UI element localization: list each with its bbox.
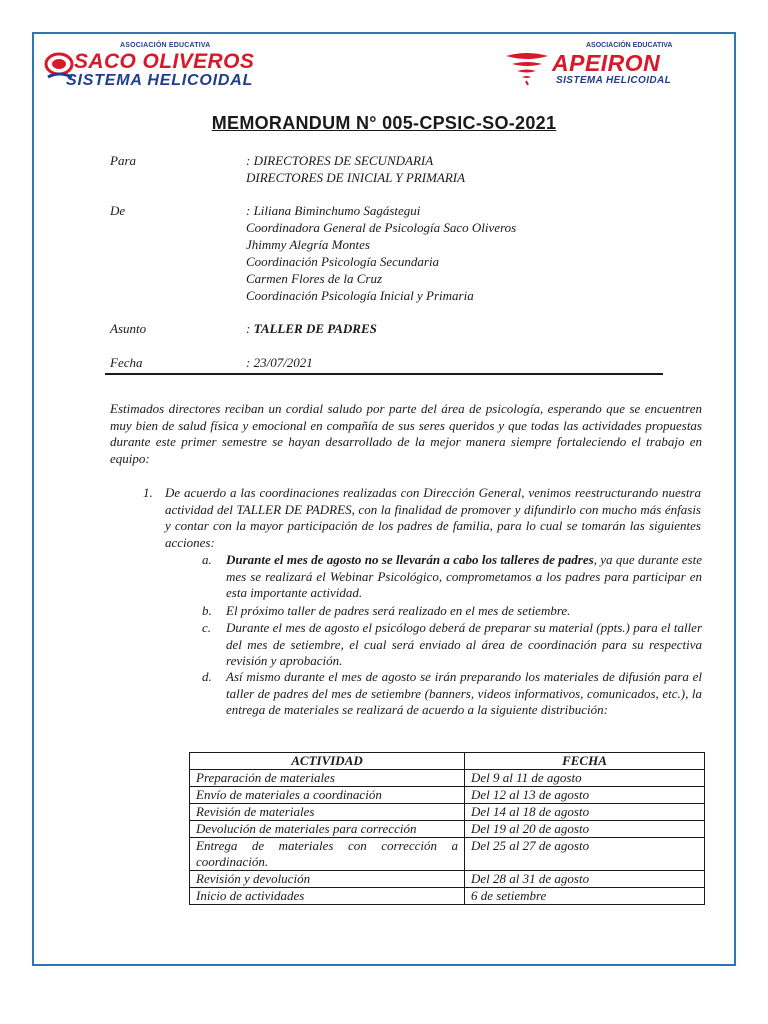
activity-cell: Preparación de materiales — [190, 770, 465, 787]
logo-left-assoc: ASOCIACIÓN EDUCATIVA — [120, 42, 211, 49]
table-row — [190, 821, 705, 838]
item-1-number: 1. — [143, 485, 153, 500]
sub-d-text: Así mismo durante el mes de agosto se irán preparando los materiales de difusión para el taller de padres del mes de setiembre (banners, videos informativos, comunicados, etc.), la entrega de materiales se realizará de acuerdo a la siguiente distribución: — [226, 669, 702, 717]
de-line-4: Coordinación Psicología Secundaria — [246, 254, 440, 269]
table-row — [190, 804, 705, 821]
sub-c-letter: c. — [202, 620, 212, 635]
sub-a-rest: , ya que durante este mes se realizará el Webinar Psicológico, comprometamos a los padres para participar en esta importante actividad. — [226, 552, 702, 600]
logo-right-assoc: ASOCIACIÓN EDUCATIVA — [586, 42, 673, 49]
activity-cell: Entrega de materiales con corrección a coordinación. — [190, 838, 465, 871]
header-actividad: ACTIVIDAD — [190, 753, 465, 770]
date-cell: Del 14 al 18 de agosto — [465, 804, 705, 821]
logo-right-brand: APEIRON — [552, 50, 661, 76]
date-cell: Del 12 al 13 de agosto — [465, 787, 705, 804]
de-line-3: Jhimmy Alegría Montes — [246, 237, 370, 252]
table-row — [190, 838, 705, 871]
de-label: De — [110, 203, 126, 218]
activity-cell: Envío de materiales a coordinación — [190, 787, 465, 804]
logo-left-sub: SISTEMA HELICOIDAL — [66, 72, 254, 89]
asunto-label: Asunto — [110, 321, 147, 336]
header-divider — [105, 373, 663, 375]
sub-d-letter: d. — [202, 669, 212, 684]
de-line-1: : Liliana Biminchumo Sagástegui — [246, 203, 421, 218]
date-cell: Del 25 al 27 de agosto — [465, 838, 705, 871]
table-header-row — [190, 753, 705, 770]
asunto-value — [246, 320, 377, 337]
sub-b-text: El próximo taller de padres será realizado en el mes de setiembre. — [226, 603, 571, 618]
memorandum-title: MEMORANDUM N° 005-CPSIC-SO-2021 — [211, 113, 557, 133]
distribution-table — [189, 752, 705, 905]
sub-a-letter: a. — [202, 552, 212, 567]
date-cell: Del 9 al 11 de agosto — [465, 770, 705, 787]
date-cell: Del 28 al 31 de agosto — [465, 871, 705, 888]
saco-oliveros-logo — [42, 42, 272, 92]
table-row — [190, 888, 705, 905]
table-row — [190, 770, 705, 787]
asunto-subject: TALLER DE PADRES — [253, 321, 377, 336]
logo-right-sub: SISTEMA HELICOIDAL — [556, 75, 672, 86]
sub-c-text: Durante el mes de agosto el psicólogo deberá de preparar su material (ppts.) para el taller del mes de setiembre, el cual será enviado al área de coordinación para su respectiva revisión y aprobación. — [226, 620, 702, 668]
table-row — [190, 787, 705, 804]
date-cell: 6 de setiembre — [465, 888, 705, 905]
table-row — [190, 871, 705, 888]
asunto-prefix: : — [246, 321, 254, 336]
activity-cell: Devolución de materiales para corrección — [190, 821, 465, 838]
intro-paragraph: Estimados directores reciban un cordial saludo por parte del área de psicología, esperando que se encuentren muy bien de salud física y emocional en compañía de sus seres queridos y que todas las actividades propuestas durante este primer semestre se hayan desarrollado de la mejor manera siempre fortaleciendo el trabajo en equipo: — [110, 401, 702, 466]
activity-cell: Inicio de actividades — [190, 888, 465, 905]
fecha-value: : 23/07/2021 — [246, 355, 313, 370]
de-line-2: Coordinadora General de Psicología Saco Oliveros — [246, 220, 517, 235]
activity-cell: Revisión de materiales — [190, 804, 465, 821]
item-1-text: De acuerdo a las coordinaciones realizadas con Dirección General, venimos reestructurando nuestra actividad del TALLER DE PADRES, con la finalidad de promover y difundirlo con mucho más énfasis y contar con la mayor participación de los padres de familia, para lo cual se tomarán las siguientes acciones: — [165, 485, 701, 550]
sub-b-letter: b. — [202, 603, 212, 618]
sub-a-bold: Durante el mes de agosto no se llevarán a cabo los talleres de padres — [226, 552, 594, 567]
para-label: Para — [110, 153, 136, 168]
fecha-label: Fecha — [110, 355, 143, 370]
logo-left-brand: SACO OLIVEROS — [74, 50, 255, 73]
sub-a-text — [226, 552, 702, 602]
para-line-1: : DIRECTORES DE SECUNDARIA — [246, 153, 434, 168]
header-fecha: FECHA — [465, 753, 705, 770]
de-line-6: Coordinación Psicología Inicial y Primaria — [246, 288, 474, 303]
para-line-2: DIRECTORES DE INICIAL Y PRIMARIA — [246, 170, 466, 185]
apeiron-tornado-icon — [504, 50, 550, 86]
de-line-5: Carmen Flores de la Cruz — [246, 271, 383, 286]
apeiron-logo — [500, 42, 700, 92]
activity-cell: Revisión y devolución — [190, 871, 465, 888]
date-cell: Del 19 al 20 de agosto — [465, 821, 705, 838]
